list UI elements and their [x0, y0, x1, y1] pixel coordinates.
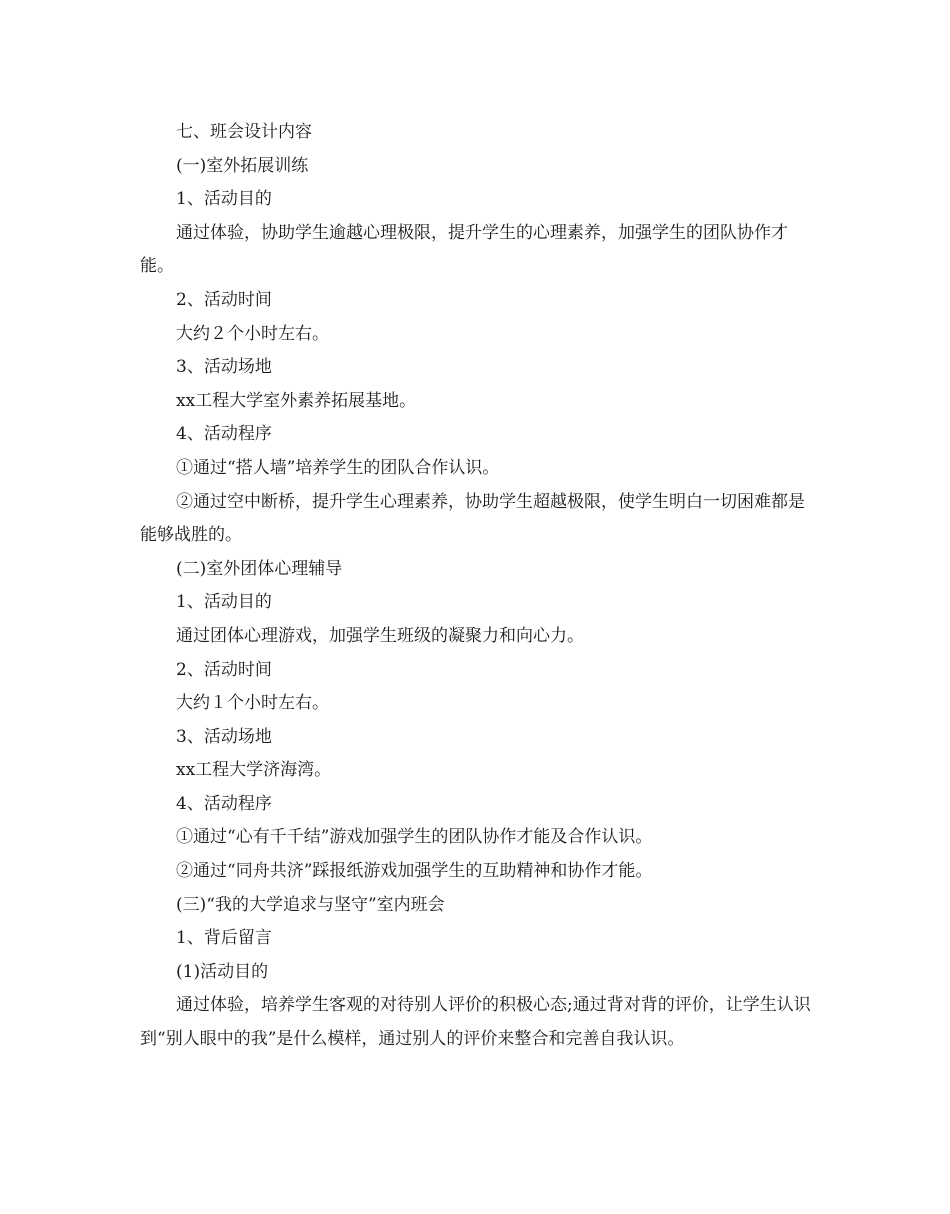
item-heading: 1、背后留言	[176, 928, 272, 949]
body-paragraph: xx工程大学室外素养拓展基地。	[176, 390, 417, 411]
item-heading: 1、活动目的	[176, 592, 272, 613]
item-heading: 2、活动时间	[176, 289, 272, 310]
body-paragraph: 通过体验，培养学生客观的对待别人评价的积极心态;通过背对背的评价，让学生认识到“别人眼中的我”是什么模样，通过别人的评价来整合和完善自我认识。	[140, 995, 811, 1050]
body-paragraph: xx工程大学济海湾。	[176, 760, 332, 781]
item-heading: 4、活动程序	[176, 424, 272, 445]
subsection-heading: (三)“我的大学追求与坚守”室内班会	[176, 894, 445, 915]
item-heading: 2、活动时间	[176, 659, 272, 680]
body-paragraph: ②通过“同舟共济”踩报纸游戏加强学生的互助精神和协作才能。	[176, 861, 653, 882]
body-paragraph: ①通过“搭人墙”培养学生的团队合作认识。	[176, 457, 500, 478]
body-paragraph: ②通过空中断桥，提升学生心理素养，协助学生超越极限，使学生明白一切困难都是能够战胜的。	[140, 491, 805, 546]
item-heading: 3、活动场地	[176, 726, 272, 747]
body-paragraph: 通过体验，协助学生逾越心理极限，提升学生的心理素养，加强学生的团队协作才能。	[140, 222, 788, 277]
body-paragraph: 通过团体心理游戏，加强学生班级的凝聚力和向心力。	[176, 625, 584, 646]
subsection-heading: (二)室外团体心理辅导	[176, 558, 343, 579]
item-heading: 1、活动目的	[176, 189, 272, 210]
body-paragraph: 大约１个小时左右。	[176, 693, 329, 714]
subsection-heading: (一)室外拓展训练	[176, 155, 309, 176]
section-heading: 七、班会设计内容	[176, 122, 312, 142]
item-heading: 4、活动程序	[176, 793, 272, 814]
body-paragraph: ①通过“心有千千结”游戏加强学生的团队协作才能及合作认识。	[176, 827, 653, 848]
body-paragraph: 大约２个小时左右。	[176, 323, 329, 344]
item-subheading: (1)活动目的	[176, 961, 269, 982]
item-heading: 3、活动场地	[176, 357, 272, 378]
document-body	[140, 116, 820, 1057]
